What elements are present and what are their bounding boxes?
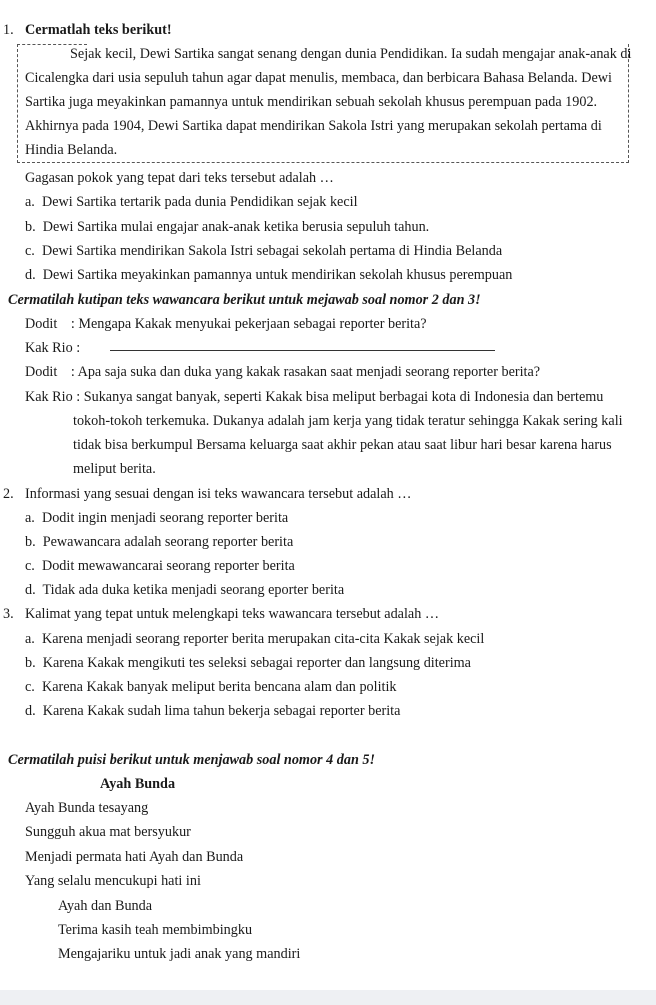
option-text: Karena Kakak banyak meliput berita bencana alam dan politik bbox=[41, 679, 397, 695]
q1-option-c[interactable] bbox=[25, 243, 502, 260]
interview-line-dodit-1 bbox=[25, 316, 427, 333]
q3-option-a[interactable] bbox=[25, 631, 484, 648]
q3-option-d[interactable] bbox=[25, 703, 400, 720]
dialog-text: Sukanya sangat banyak, seperti Kakak bisa meliput berbagai kota di Indonesia dan bertemu bbox=[83, 389, 604, 405]
option-text: Dewi Sartika mulai engajar anak-anak ketika berusia sepuluh tahun. bbox=[42, 219, 430, 235]
poem-line: Yang selalu mencukupi hati ini bbox=[25, 873, 201, 889]
dialog-text: Mengapa Kakak menyukai pekerjaan sebagai reporter berita? bbox=[78, 316, 427, 332]
option-text: Pewawancara adalah seorang reporter berita bbox=[42, 534, 294, 550]
option-text: Tidak ada duka ketika menjadi seorang eporter berita bbox=[42, 582, 345, 598]
interview-line-rio-1 bbox=[25, 340, 80, 357]
answer-continuation: meliput berita. bbox=[73, 461, 156, 477]
answer-continuation: tokoh-tokoh terkemuka. Dukanya adalah jam kerja yang tidak teratur sehingga Kakak sering kali bbox=[73, 413, 623, 429]
page-bottom-edge bbox=[0, 990, 656, 1005]
option-letter: b. bbox=[25, 534, 36, 550]
q1-number: 1. bbox=[3, 22, 14, 38]
option-text: Karena Kakak sudah lima tahun bekerja sebagai reporter berita bbox=[42, 703, 401, 719]
q3-option-c[interactable] bbox=[25, 679, 397, 696]
speaker-colon: : bbox=[70, 364, 75, 380]
option-letter: c. bbox=[25, 243, 35, 259]
option-letter: a. bbox=[25, 194, 35, 210]
answer-blank[interactable] bbox=[110, 350, 495, 351]
q3-number: 3. bbox=[3, 606, 14, 622]
answer-continuation: tidak bisa berkumpul Bersama keluarga saat akhir pekan atau saat libur hari besar karena harus bbox=[73, 437, 612, 453]
option-letter: b. bbox=[25, 655, 36, 671]
interview-heading: Cermatilah kutipan teks wawancara berikut untuk mejawab soal nomor 2 dan 3! bbox=[8, 292, 481, 308]
q2-number: 2. bbox=[3, 486, 14, 502]
poem-line: Ayah Bunda tesayang bbox=[25, 800, 149, 816]
poem-line: Ayah dan Bunda bbox=[58, 898, 153, 914]
passage-line: Cicalengka dari usia sepuluh tahun agar dapat menulis, membaca, dan berbicara Bahasa Belanda. Dewi bbox=[25, 70, 612, 86]
poem-heading: Cermatilah puisi berikut untuk menjawab soal nomor 4 dan 5! bbox=[8, 752, 375, 768]
passage-line: Sartika juga meyakinkan pamannya untuk mendirikan sebuah sekolah khusus perempuan pada 1902. bbox=[25, 94, 598, 110]
option-letter: c. bbox=[25, 558, 35, 574]
passage-line: Hindia Belanda. bbox=[25, 142, 118, 158]
poem-line: Menjadi permata hati Ayah dan Bunda bbox=[25, 849, 244, 865]
option-text: Dewi Sartika mendirikan Sakola Istri sebagai sekolah pertama di Hindia Belanda bbox=[41, 243, 503, 259]
dialog-text: Apa saja suka dan duka yang kakak rasakan saat menjadi seorang reporter berita? bbox=[77, 364, 541, 380]
option-letter: d. bbox=[25, 267, 36, 283]
q1-instruction: Cermatlah teks berikut! bbox=[25, 22, 172, 38]
option-text: Karena menjadi seorang reporter berita merupakan cita-cita Kakak sejak kecil bbox=[41, 631, 485, 647]
q1-option-b[interactable] bbox=[25, 219, 429, 236]
q2-option-c[interactable] bbox=[25, 558, 295, 575]
q1-option-a[interactable] bbox=[25, 194, 358, 211]
option-text: Dodit mewawancarai seorang reporter berita bbox=[41, 558, 295, 574]
q2-option-b[interactable] bbox=[25, 534, 293, 551]
q2-question: Informasi yang sesuai dengan isi teks wawancara tersebut adalah … bbox=[25, 486, 412, 502]
option-letter: b. bbox=[25, 219, 36, 235]
q1-option-d[interactable] bbox=[25, 267, 512, 284]
speaker-name: Dodit bbox=[25, 364, 58, 380]
q3-question: Kalimat yang tepat untuk melengkapi teks wawancara tersebut adalah … bbox=[25, 606, 440, 622]
interview-line-rio-2 bbox=[25, 389, 603, 406]
passage-line: Akhirnya pada 1904, Dewi Sartika dapat mendirikan Sakola Istri yang merupakan sekolah pertama di bbox=[25, 118, 602, 134]
interview-line-dodit-2 bbox=[25, 364, 540, 381]
option-text: Dodit ingin menjadi seorang reporter berita bbox=[41, 510, 289, 526]
poem-title: Ayah Bunda bbox=[100, 776, 176, 792]
option-text: Karena Kakak mengikuti tes seleksi sebagai reporter dan langsung diterima bbox=[42, 655, 471, 671]
poem-line: Mengajariku untuk jadi anak yang mandiri bbox=[58, 946, 301, 962]
speaker-colon: : bbox=[76, 389, 81, 405]
option-letter: d. bbox=[25, 703, 36, 719]
passage-box bbox=[17, 44, 632, 163]
speaker-name: Dodit bbox=[25, 316, 58, 332]
option-letter: d. bbox=[25, 582, 36, 598]
poem-line: Terima kasih teah membimbingku bbox=[58, 922, 253, 938]
q2-option-d[interactable] bbox=[25, 582, 344, 599]
option-letter: a. bbox=[25, 631, 35, 647]
speaker-name: Kak Rio bbox=[25, 389, 73, 405]
option-letter: a. bbox=[25, 510, 35, 526]
option-text: Dewi Sartika meyakinkan pamannya untuk mendirikan sekolah khusus perempuan bbox=[42, 267, 513, 283]
speaker-name: Kak Rio : bbox=[25, 340, 81, 356]
poem-line: Sungguh akua mat bersyukur bbox=[25, 824, 191, 840]
option-text: Dewi Sartika tertarik pada dunia Pendidikan sejak kecil bbox=[41, 194, 358, 210]
q2-option-a[interactable] bbox=[25, 510, 288, 527]
q3-option-b[interactable] bbox=[25, 655, 471, 672]
passage-line: Sejak kecil, Dewi Sartika sangat senang dengan dunia Pendidikan. Ia sudah mengajar anak-anak di bbox=[70, 46, 632, 62]
speaker-colon: : bbox=[70, 316, 75, 332]
q1-question: Gagasan pokok yang tepat dari teks tersebut adalah … bbox=[25, 170, 334, 186]
option-letter: c. bbox=[25, 679, 35, 695]
